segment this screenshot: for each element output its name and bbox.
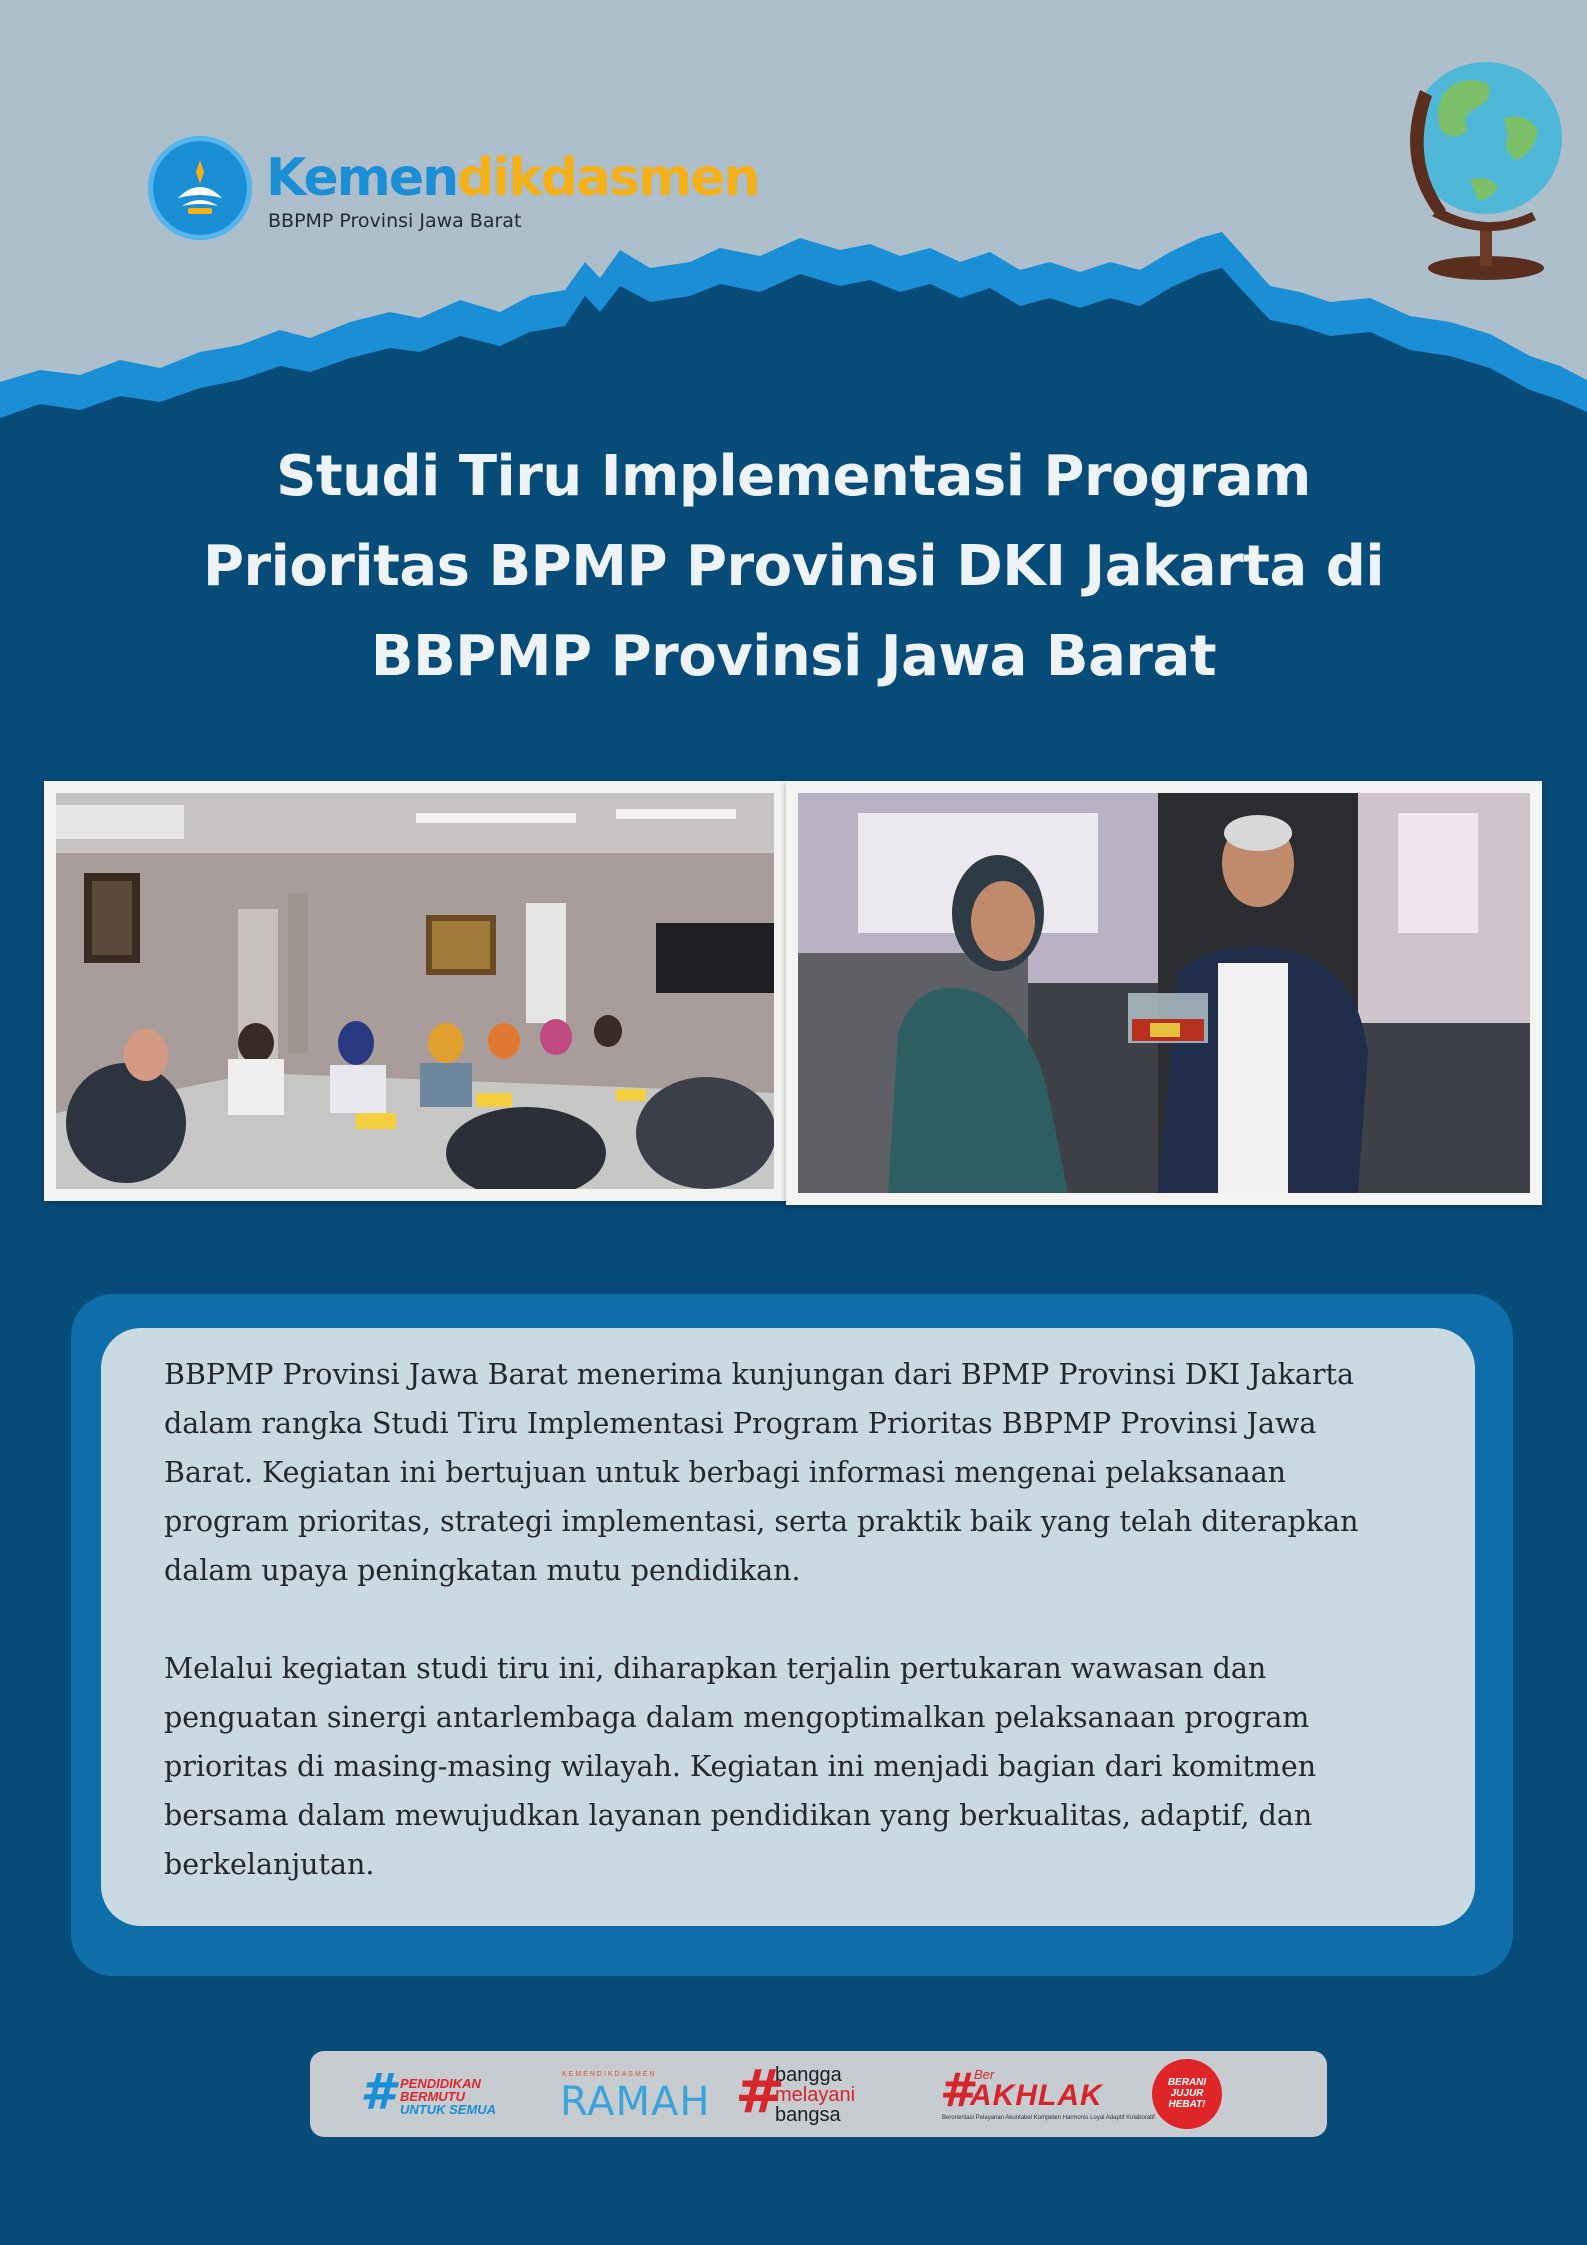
globe-icon (1376, 30, 1576, 300)
berani-jujur-hebat-badge: BERANI JUJUR HEBAT! (1152, 2051, 1222, 2137)
bangga-melayani-bangsa-badge: # bangga melayani bangsa (735, 2057, 856, 2127)
souvenir-handover-photo (786, 781, 1542, 1205)
campaign-badges-bar (310, 2051, 1327, 2137)
meeting-room-photo (44, 781, 786, 1201)
tut-wuri-handayani-emblem-icon (148, 136, 252, 240)
ramah-badge: KEMENDIKDASMEN RAMAH (560, 2071, 711, 2125)
page-title: Studi Tiru Implementasi Program Prioritas BPMP Provinsi DKI Jakarta di BBPMP Provinsi Jawa Barat (202, 444, 1385, 689)
hashtag-glyph: # (360, 2063, 395, 2121)
logo-wordmark: Kemendikdasmen (266, 148, 759, 208)
berakhlak-badge: # Ber AKHLAK Berorientasi Pelayanan Akuntabel Kompeten Harmonis Loyal Adaptif Kolaboratif (940, 2063, 1155, 2121)
hashtag-glyph: # (940, 2063, 979, 2117)
description-paragraph-1: BBPMP Provinsi Jawa Barat menerima kunjungan dari BPMP Provinsi DKI Jakarta dalam rangka Studi Tiru Implementasi Program Prioritas BBPMP Provinsi Jawa Barat. Kegiatan ini bertujuan untuk berbagi informasi mengenai pelaksanaan program prioritas, strategi implementasi, serta praktik baik yang telah diterapkan dalam upaya peningkatan mutu pendidikan. (164, 1358, 1359, 1587)
hashtag-glyph: # (735, 2057, 786, 2127)
description-paragraph-2: Melalui kegiatan studi tiru ini, diharapkan terjalin pertukaran wawasan dan penguatan sinergi antarlembaga dalam mengoptimalkan pelaksanaan program prioritas di masing-masing wilayah. Kegiatan ini menjadi bagian dari komitmen bersama dalam mewujudkan layanan pendidikan yang berkualitas, adaptif, dan berkelanjutan. (164, 1652, 1317, 1881)
pendidikan-bermutu-badge: # PENDIDIKAN BERMUTU UNTUK SEMUA (360, 2063, 497, 2121)
logo-subtitle: BBPMP Provinsi Jawa Barat (268, 210, 522, 232)
description-card (101, 1328, 1475, 1926)
description-panel (71, 1294, 1513, 1976)
kemendikdasmen-logo (148, 136, 759, 246)
